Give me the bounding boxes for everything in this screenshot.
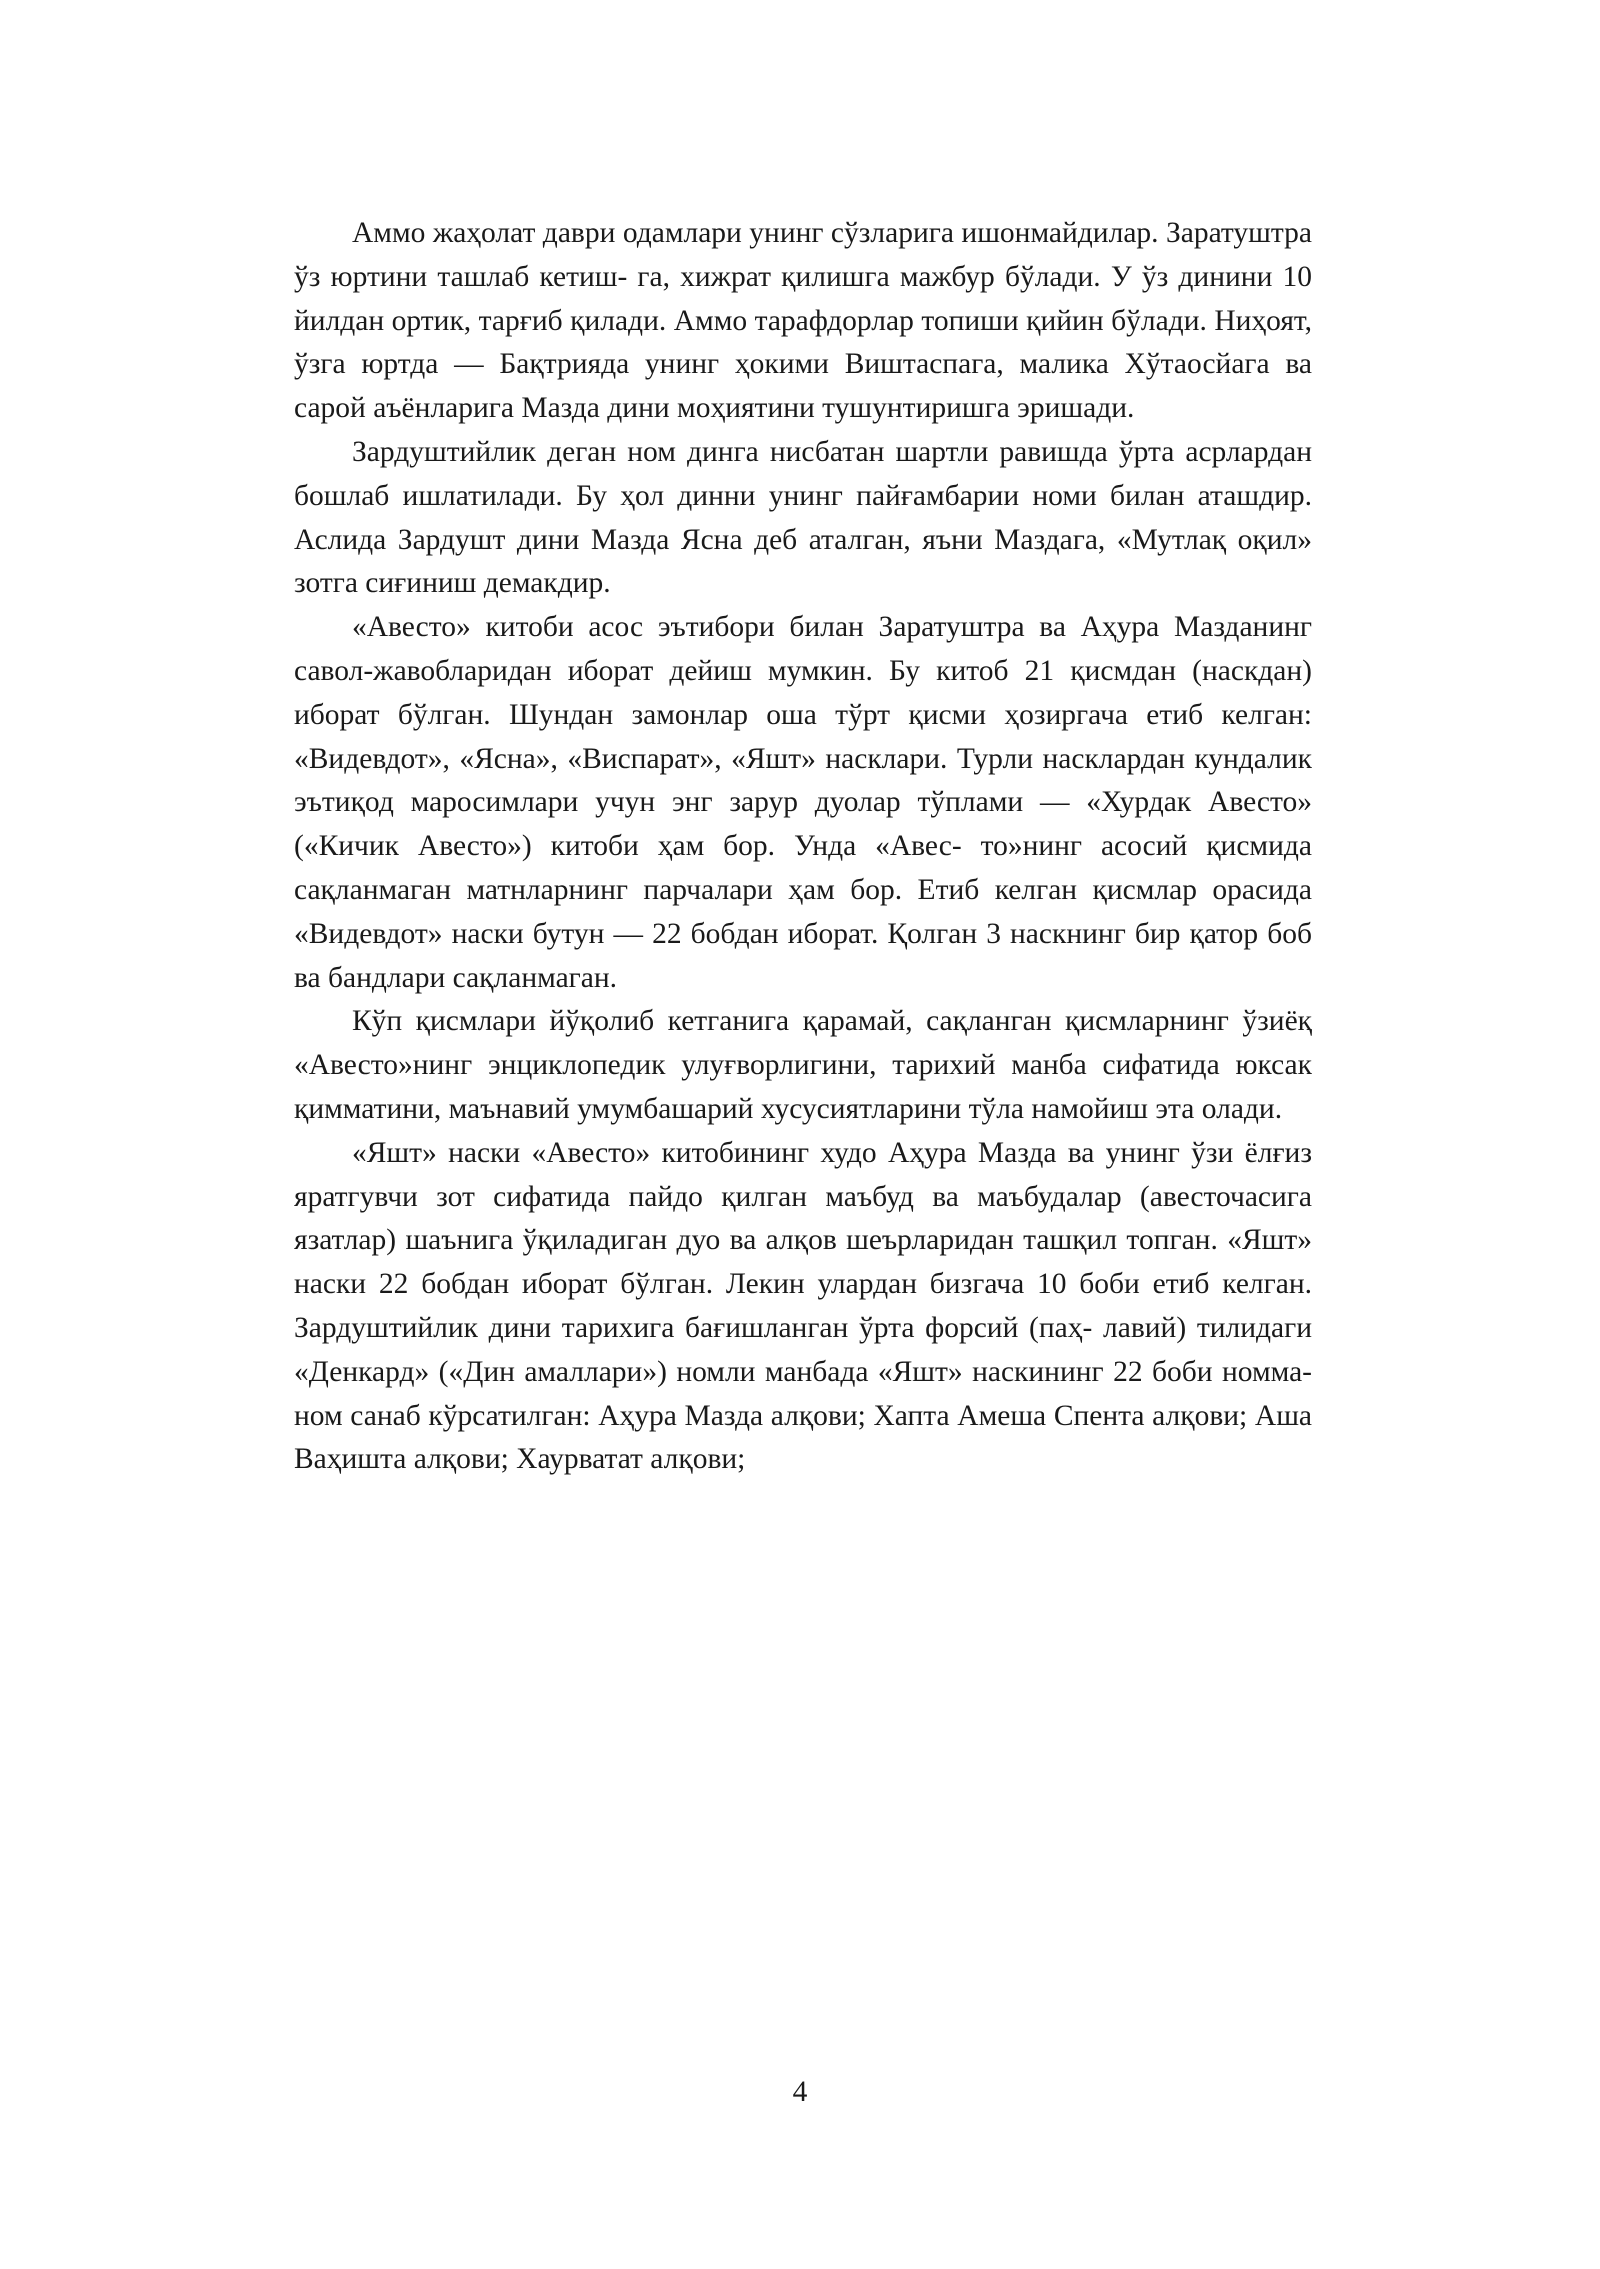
paragraph-1: Аммо жаҳолат даври одамлари унинг сўзларига ишонмайдилар. Заратуштра ўз юртини ташлаб кетиш- га, хижрат қилишга мажбур бўлади. У ўз динини 10 йилдан ортик, тарғиб қилади. Аммо тарафдорлар топиши қийин бўлади. Ниҳоят, ўзга юртда — Бақтрияда унинг ҳокими Виштаспага, малика Хўтаосйага ва сарой аъёнларига Мазда дини моҳиятини тушунтиришга эришади. bbox=[294, 217, 1312, 425]
paragraph-3: «Авесто» китоби асос эътибори билан Заратуштра ва Аҳура Мазданинг савол-жавобларидан иборат дейиш мумкин. Бу китоб 21 қисмдан (наскдан) иборат бўлган. Шундан замонлар оша тўрт қисми ҳозиргача етиб келган: «Видевдот», «Ясна», «Виспарат», «Яшт» насклари. Турли насклардан кундалик эътиқод маросимлари учун энг зарур дуолар тўплами — «Хурдак Авесто» («Кичик Авесто») китоби ҳам бор. Унда «Авес- то»нинг асосий қисмида сақланмаган матнларнинг парчалари ҳам бор. Етиб келган қисмлар орасида «Видевдот» наски бутун — 22 бобдан иборат. Қолган 3 наскнинг бир қатор боб ва бандлари сақланмаган. bbox=[294, 611, 1312, 994]
paragraph-2: Зардуштийлик деган ном динга нисбатан шартли равишда ўрта асрлардан бошлаб ишлатилади. Бу ҳол динни унинг пайғамбарии номи билан аташдир. Аслида Зардушт дини Мазда Ясна деб аталган, яъни Маздага, «Мутлақ оқил» зотга сиғиниш демакдир. bbox=[294, 435, 1312, 600]
page-number: 4 bbox=[792, 2076, 808, 2108]
paragraph-5: «Яшт» наски «Авесто» китобининг худо Аҳура Мазда ва унинг ўзи ёлғиз яратгувчи зот сифатида пайдо қилган маъбуд ва маъбудалар (авесточасига язатлар) шаънига ўқиладиган дуо ва алқов шеърларидан ташқил топган. «Яшт» наски 22 бобдан иборат бўлган. Лекин улардан бизгача 10 боби етиб келган. Зардуштийлик дини тарихига бағишланган ўрта форсий (паҳ- лавий) тилидаги «Денкард» («Дин амаллари») номли манбада «Яшт» наскининг 22 боби номма-ном санаб кўрсатилган: Аҳура Мазда алқови; Хапта Амеша Спента алқови; Аша Ваҳишта алқови; Хаурватат алқови; bbox=[294, 1136, 1312, 1476]
body-text bbox=[294, 212, 1312, 1482]
paragraph-4: Кўп қисмлари йўқолиб кетганига қарамай, сақланган қисмларнинг ўзиёқ «Авесто»нинг энциклопедик улуғворлигини, тарихий манба сифатида юксак қимматини, маънавий умумбашарий хусусиятларини тўла намойиш эта олади. bbox=[294, 1005, 1312, 1125]
